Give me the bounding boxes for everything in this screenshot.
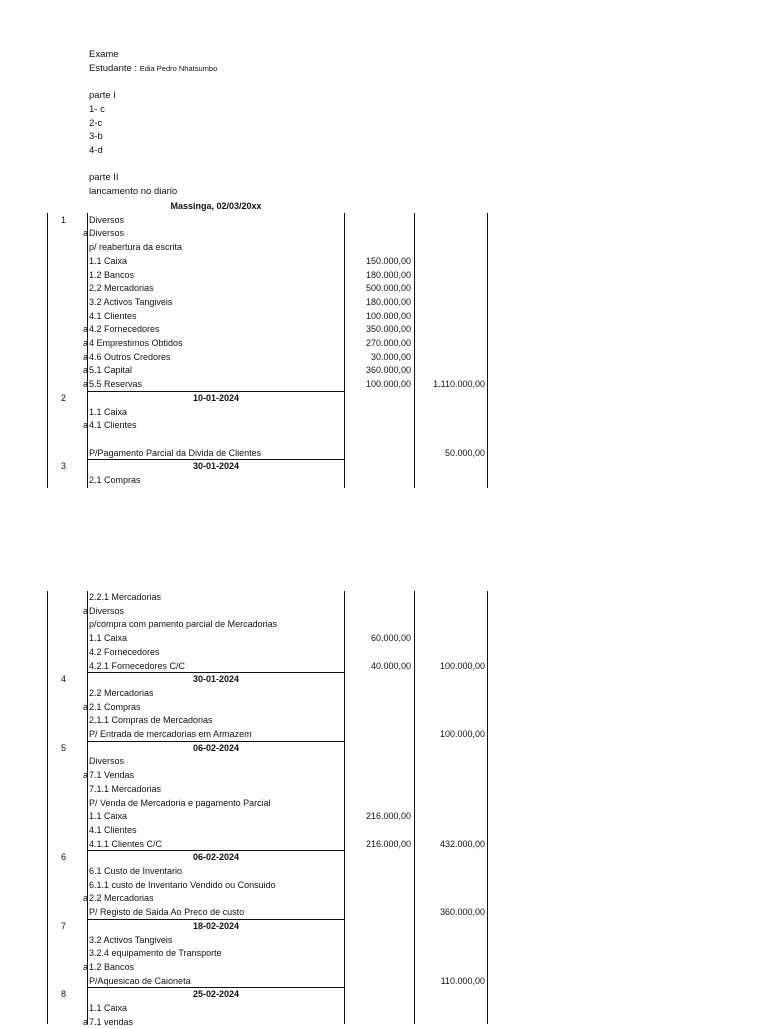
account-description: 2.2.1 Mercadorias [89,592,162,602]
debit-amount: 180.000,00 [365,269,411,280]
entry-separator [87,459,344,460]
entry-number: 2 [60,392,66,403]
student-line [89,62,217,76]
entry-separator [87,672,344,673]
part2-title: parte II [89,172,119,184]
journal-row [0,947,768,961]
entry-number: 1 [60,214,66,225]
journal-row [0,323,768,337]
credit-marker: a [82,420,88,431]
account-description: Diversos [89,228,125,239]
entry-date: 30-01-2024 [192,674,240,685]
part1-answer: 3-b [89,131,103,143]
account-description: 6.1.1 custo de Inventario Vendido ou Consuido [89,879,276,890]
journal-row [0,646,768,660]
journal-row [0,269,768,283]
journal-row [0,920,768,934]
account-description: 3.2 Activos Tangiveis [89,296,173,307]
account-description: 3.2 Activos Tangiveis [89,934,173,945]
account-description: 4.2 Fornecedores [89,646,160,657]
entry-date: 25-02-2024 [192,989,240,1000]
account-description: 2.1.1 Compras de Mercadorias [89,715,213,726]
journal-row [0,460,768,474]
credit-marker: a [82,701,88,712]
account-description: 6.1 Custo de Inventario [89,866,183,876]
journal-row [0,660,768,674]
journal-row [0,742,768,756]
credit-marker: a [82,365,88,376]
debit-amount: 40.000,00 [370,660,411,671]
journal-row [0,906,768,920]
journal-row [0,433,768,447]
credit-amount: 432.000,00 [439,838,485,849]
journal-row [0,632,768,646]
debit-amount: 350.000,00 [365,324,411,335]
journal-row [0,605,768,619]
account-description: 1.1 Caixa [89,1003,128,1013]
journal-row [0,687,768,701]
account-description: 5.1 Capital [89,365,133,376]
part2-subtitle: lancamento no diario [89,186,178,197]
credit-marker: a [82,1016,88,1027]
debit-amount: 60.000,00 [370,633,411,644]
credit-marker: a [82,228,88,239]
student-label: Estudante : [89,62,138,74]
account-description: 2.1 Compras [89,701,141,712]
journal-row [0,810,768,824]
journal-row [0,988,768,1002]
journal-row [0,865,768,879]
account-description: 4.2.1 Fornecedores C/C [89,660,186,671]
debit-amount: 360.000,00 [365,365,411,376]
account-description: P/ Venda de Mercadoria e pagamento Parcial [89,797,271,808]
journal-row [0,961,768,975]
journal-row [0,728,768,742]
journal-row [0,474,768,488]
journal-row [0,797,768,811]
journal-row [0,255,768,269]
debit-amount: 30.000,00 [370,351,411,362]
journal-row [0,406,768,420]
journal-row [0,934,768,948]
debit-amount: 216.000,00 [365,811,411,822]
entry-date: 06-02-2024 [192,742,240,753]
credit-amount: 360.000,00 [439,907,485,918]
journal-row [0,879,768,893]
part1-title: parte I [89,90,116,102]
journal-row [0,838,768,852]
account-description: Diversos [89,756,125,767]
journal-row [0,241,768,255]
account-description: 5.5 Reservas [89,379,143,390]
account-description: 1.1 Caixa [89,811,128,822]
journal-row [0,701,768,715]
credit-amount: 50.000,00 [444,447,485,458]
entry-date: 10-01-2024 [192,392,240,403]
entry-number: 6 [60,852,66,863]
entry-separator [87,391,344,392]
account-description: 4 Emprestimos Obtidos [89,338,183,348]
account-description: 4.1 Clientes [89,420,137,431]
journal-row [0,282,768,296]
credit-marker: a [82,893,88,904]
account-description: 1.1 Caixa [89,406,128,417]
credit-marker: a [82,338,88,348]
account-description: p/ reabertura da escrita [89,242,183,253]
journal-row [0,591,768,605]
entry-separator [87,987,344,988]
account-description: 1.1 Caixa [89,255,128,266]
credit-marker: a [82,324,88,335]
part1-answer: 1- c [89,103,105,115]
entry-separator [87,741,344,742]
journal-row [0,1016,768,1029]
account-description: 4.1.1 Clientes C/C [89,838,163,849]
account-description: 4.2 Fornecedores [89,324,160,335]
journal-row [0,310,768,324]
journal-row [0,296,768,310]
journal-row [0,337,768,351]
account-description: 2.2 Mercadorias [89,893,154,904]
debit-amount: 216.000,00 [365,838,411,849]
journal-row [0,378,768,392]
journal-row [0,618,768,632]
account-description: 7.1 vendas [89,1016,134,1027]
account-description: 4.1 Clientes [89,310,137,321]
account-description: 7.1.1 Mercadorias [89,783,162,794]
credit-marker: a [82,379,88,390]
part1-answer: 4-d [89,144,103,156]
part1-answer: 2-c [89,117,103,129]
entry-number: 8 [60,989,66,1000]
journal-row [0,851,768,865]
account-description: P/ Entrada de mercadorias em Armazem [89,729,252,739]
account-description: 1.1 Caixa [89,633,128,644]
account-description: P/Pagamento Parcial da Divida de Clientes [89,447,262,458]
journal-row [0,200,768,214]
entry-number: 5 [60,742,66,753]
credit-marker: a [82,605,88,616]
journal-row [0,364,768,378]
journal-row [0,783,768,797]
account-description: 2.1 Compras [89,475,141,485]
account-description: 1.2 Bancos [89,269,135,280]
credit-marker: a [82,961,88,972]
entry-number: 4 [60,674,66,685]
journal-row [0,214,768,228]
journal-block-2 [0,591,768,1027]
exam-header [89,48,217,199]
journal-row [0,824,768,838]
account-description: P/ Registo de Saida Ao Preco de custo [89,907,245,918]
credit-amount: 100.000,00 [439,729,485,739]
entry-date: 06-02-2024 [192,852,240,863]
entry-date: 18-02-2024 [192,920,240,931]
account-description: Diversos [89,214,125,225]
credit-marker: a [82,351,88,362]
credit-marker: a [82,770,88,781]
student-name: Edia Pedro Nhatsumbo [139,63,218,73]
entry-date: Massinga, 02/03/20xx [170,201,262,211]
account-description: 4.1 Clientes [89,824,137,835]
journal-row [0,769,768,783]
credit-amount: 1.110.000,00 [433,379,485,390]
credit-amount: 110.000,00 [440,975,485,986]
entry-number: 3 [60,461,66,472]
entry-number: 7 [60,920,66,931]
journal-row [0,892,768,906]
account-description: Diversos [89,605,125,616]
entry-separator [87,850,344,851]
journal-row [0,714,768,728]
account-description: P/Aquesicao de Caioneta [89,975,191,986]
debit-amount: 500.000,00 [365,283,411,294]
debit-amount: 270.000,00 [365,338,411,348]
journal-row [0,351,768,365]
entry-date: 30-01-2024 [192,461,240,472]
journal-row [0,1002,768,1016]
account-description: 2.2 Mercadorias [89,687,154,698]
account-description: 4.6 Outros Credores [89,351,171,362]
entry-separator [87,919,344,920]
account-description: 1.2 Bancos [89,961,135,972]
journal-row [0,419,768,433]
debit-amount: 100.000,00 [365,310,411,321]
account-description: 3.2.4 equipamento de Transporte [89,948,222,959]
journal-row [0,755,768,769]
journal-row [0,227,768,241]
journal-row [0,975,768,989]
journal-row [0,392,768,406]
debit-amount: 180.000,00 [365,296,411,307]
account-description: 7.1 Vendas [89,770,135,781]
debit-amount: 150.000,00 [365,255,411,266]
credit-amount: 100.000,00 [439,660,485,671]
journal-row [0,447,768,461]
debit-amount: 100.000,00 [365,379,411,390]
exam-title: Exame [89,49,119,60]
journal-row [0,673,768,687]
account-description: p/compra com pamento parcial de Mercadorias [89,619,278,630]
account-description: 2.2 Mercadorias [89,283,154,294]
journal-block-1 [0,200,768,488]
